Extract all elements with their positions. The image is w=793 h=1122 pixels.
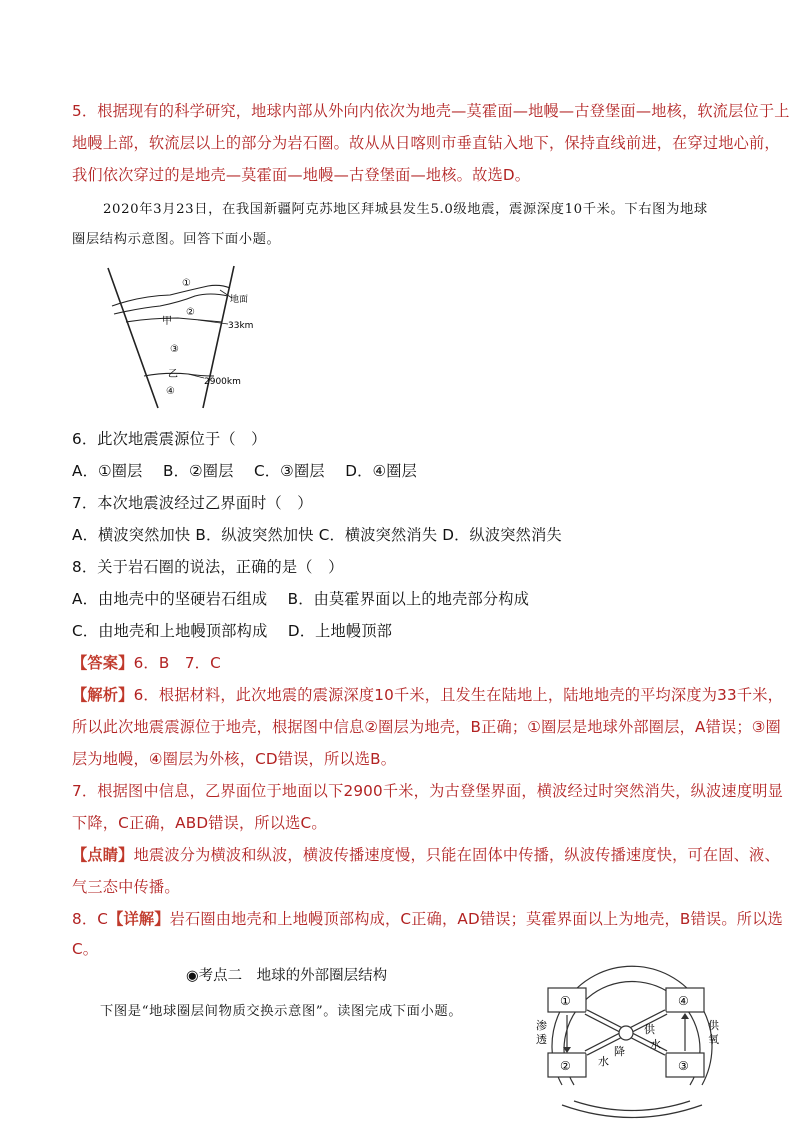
passage-line-2: 圈层结构示意图。回答下面小题。: [72, 232, 281, 247]
tip-line-1: [72, 845, 780, 865]
analysis-tag: 【解析】: [72, 686, 134, 704]
boundary-jia-label: 甲: [162, 316, 172, 327]
tip-line-2: 气三态中传播。: [72, 878, 180, 896]
crust-top-line: [114, 294, 228, 314]
q8-answer-line-2: C。: [72, 940, 99, 958]
earth-layer-diagram: [100, 262, 280, 412]
next-passage: 下图是“地球圈层间物质交换示意图”。读图完成下面小题。: [100, 1004, 463, 1019]
center-circle: [619, 1026, 633, 1040]
layer-3-label: ③: [170, 344, 179, 355]
center-label-gong: 供: [644, 1023, 655, 1036]
analysis-line-1: [72, 685, 783, 705]
section-title: ◉考点二 地球的外部圈层结构: [186, 968, 388, 984]
q8-stem: 8．关于岩石圈的说法，正确的是（ ）: [72, 558, 344, 576]
boundary-yi-label: 乙: [168, 369, 178, 380]
q5-explanation-line-3: 我们依次穿过的是地壳—莫霍面—地幔—古登堡面—地核。故选D。: [72, 166, 531, 184]
analysis-line-2: 所以此次地震震源位于地壳，根据图中信息②圈层为地壳，B正确；①圈层是地球外部圈层，A错误；③圈: [72, 718, 781, 736]
right-label-2: 氧: [708, 1033, 719, 1046]
q7-options: A．横波突然加快 B．纵波突然加快 C．横波突然消失 D．纵波突然消失: [72, 526, 562, 544]
q5-explanation-line-1: 5．根据现有的科学研究，地球内部从外向内依次为地壳—莫霍面—地幔—古登堡面—地核，软流层位于上: [72, 102, 790, 120]
layer-1-label: ①: [182, 278, 191, 289]
q8-options-line-1: A．由地壳中的坚硬岩石组成 B．由莫霍界面以上的地壳部分构成: [72, 590, 530, 608]
answer-text: 6．B 7．C: [133, 654, 221, 672]
layer-2-label: ②: [186, 307, 195, 318]
moho-leader: [198, 320, 228, 324]
tip-tag: 【点睛】: [72, 846, 134, 864]
center-label-jiang: 降: [614, 1045, 625, 1058]
analysis-text-1: 6．根据材料，此次地震的震源深度10千米，且发生在陆地上，陆地地壳的平均深度为33千米，: [133, 686, 783, 704]
left-label-1: 渗: [536, 1019, 547, 1032]
right-arrowhead: [681, 1013, 689, 1019]
layer-4-label: ④: [166, 386, 175, 397]
center-label-shui-2: 水: [598, 1055, 609, 1068]
right-label-1: 供: [708, 1019, 719, 1032]
center-label-shui-1: 水: [650, 1038, 661, 1051]
depth-33km-label: 33km: [228, 321, 254, 331]
bottom-ring-outer: [562, 1105, 702, 1118]
q8-answer-text-1: 岩石圈由地壳和上地幔顶部构成，C正确，AD错误；莫霍界面以上为地壳，B错误。所以选: [169, 910, 783, 928]
q5-explanation-line-2: 地幔上部，软流层以上的部分为岩石圈。故从从日喀则市垂直钻入地下，保持直线前进，在穿过地心前，: [72, 134, 780, 152]
q8-answer-head: 8．C: [72, 910, 109, 928]
cone-left-edge: [108, 268, 158, 408]
surface-label: 地面: [230, 295, 249, 305]
q8-answer-tag: 【详解】: [108, 910, 170, 928]
box-1-label: ①: [560, 994, 571, 1008]
passage-line-1: 2020年3月23日，在我国新疆阿克苏地区拜城县发生5.0级地震，震源深度10千米。下右图为地球: [103, 202, 708, 217]
left-label-2: 透: [536, 1033, 547, 1046]
q7-stem: 7．本次地震波经过乙界面时（ ）: [72, 494, 313, 512]
answer-tag: 【答案】: [72, 654, 134, 672]
gutenberg-boundary: [144, 373, 214, 376]
analysis-line-5: 下降，C正确，ABD错误，所以选C。: [72, 814, 327, 832]
box-4-label: ④: [678, 994, 689, 1008]
box-2-label: ②: [560, 1059, 571, 1073]
tip-text-1: 地震波分为横波和纵波，横波传播速度慢，只能在固体中传播，纵波传播速度快，可在固、液、: [133, 846, 780, 864]
sphere-exchange-diagram: [532, 955, 732, 1122]
surface-line: [112, 285, 230, 306]
q6-stem: 6．此次地震震源位于（ ）: [72, 430, 267, 448]
analysis-line-3: 层为地幔，④圈层为外核，CD错误，所以选B。: [72, 750, 397, 768]
answer-line: [72, 653, 221, 673]
q6-options: A．①圈层 B．②圈层 C．③圈层 D．④圈层: [72, 462, 418, 480]
q8-answer-line-1: [72, 909, 783, 929]
box-3-label: ③: [678, 1059, 689, 1073]
q8-options-line-2: C．由地壳和上地幔顶部构成 D．上地幔顶部: [72, 622, 393, 640]
analysis-line-4: 7．根据图中信息，乙界面位于地面以下2900千米，为古登堡界面，横波经过时突然消失，纵波速度明显: [72, 782, 783, 800]
depth-2900km-label: 2900km: [204, 377, 241, 387]
bottom-ring-inner: [574, 1101, 690, 1111]
